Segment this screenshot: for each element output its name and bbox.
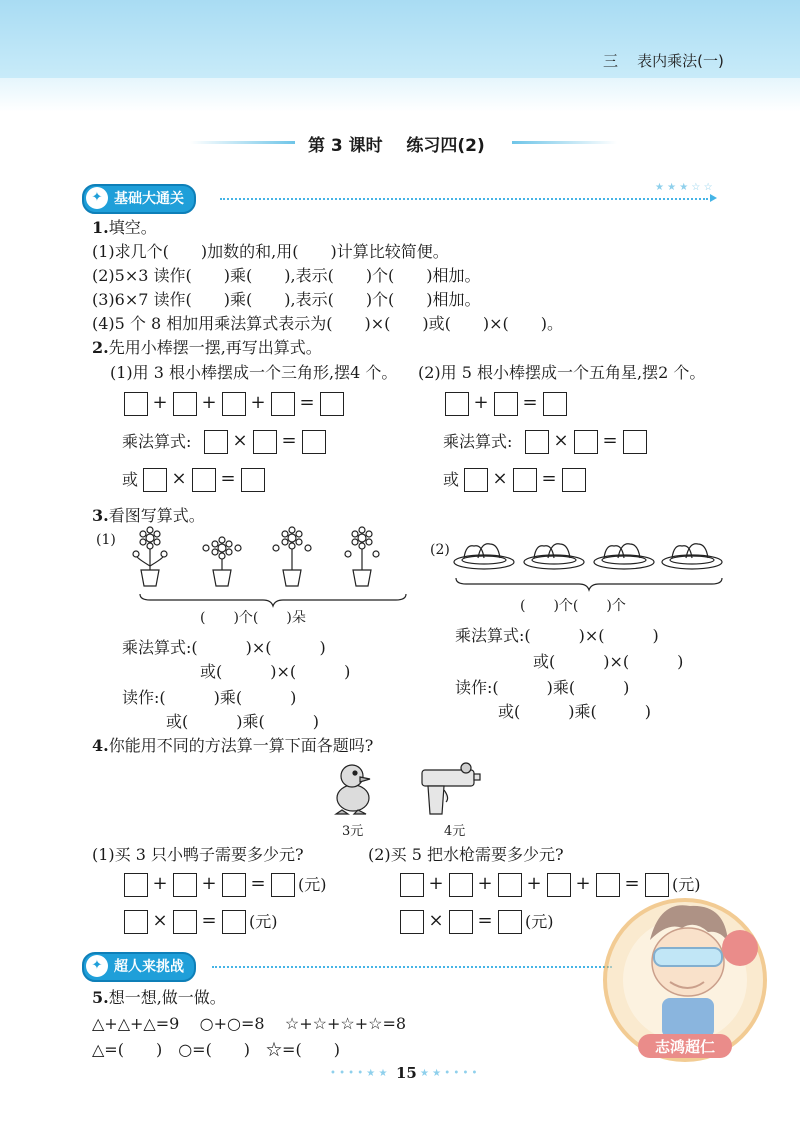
section-basic-badge bbox=[82, 184, 196, 214]
answer-box[interactable] bbox=[192, 468, 216, 492]
footer-stars-right: ★ ★ • • • • bbox=[420, 1068, 478, 1079]
plus-sign: + bbox=[428, 873, 444, 894]
answer-box[interactable] bbox=[623, 430, 647, 454]
duck-price: 3元 bbox=[342, 824, 364, 839]
unit-label: (元) bbox=[249, 912, 278, 931]
equals-sign: = bbox=[281, 430, 297, 451]
q1-line4: (4)5 个 8 相加用乘法算式表示为( )×( )或( )×( )。 bbox=[92, 314, 564, 333]
lesson-label: 第 3 课时 bbox=[308, 136, 383, 156]
footer-stars-left: • • • • ★ ★ bbox=[330, 1068, 388, 1079]
q3-left-read: 读作:( )乘( ) bbox=[122, 688, 297, 707]
flower-pot-icon bbox=[133, 527, 379, 586]
q3-left-or-read: 或( )乘( ) bbox=[166, 712, 319, 731]
answer-box[interactable] bbox=[449, 910, 473, 934]
plus-sign: + bbox=[250, 392, 266, 413]
q5-equations bbox=[92, 1014, 406, 1034]
answer-box[interactable] bbox=[400, 910, 424, 934]
chapter-title: 表内乘法(一) bbox=[637, 52, 724, 70]
q5-eq-triangle: △+△+△=9 bbox=[92, 1014, 180, 1033]
lesson-title bbox=[308, 131, 485, 156]
q1-line3: (3)6×7 读作( )乘( ),表示( )个( )相加。 bbox=[92, 290, 481, 309]
answer-box[interactable] bbox=[498, 873, 522, 897]
answer-box[interactable] bbox=[320, 392, 344, 416]
answer-box[interactable] bbox=[124, 392, 148, 416]
plus-sign: + bbox=[201, 873, 217, 894]
answer-box[interactable] bbox=[173, 873, 197, 897]
water-gun-icon bbox=[420, 762, 482, 818]
answer-box[interactable] bbox=[241, 468, 265, 492]
answer-box[interactable] bbox=[525, 430, 549, 454]
q1-line1: (1)求几个( )加数的和,用( )计算比较简便。 bbox=[92, 242, 449, 261]
brace-right bbox=[454, 576, 724, 592]
equals-sign: = bbox=[522, 392, 538, 413]
page-number: 15 bbox=[396, 1064, 417, 1082]
equals-sign: = bbox=[477, 910, 493, 931]
plus-sign: + bbox=[152, 873, 168, 894]
brace-left bbox=[138, 592, 408, 608]
q3-heading bbox=[92, 506, 205, 526]
q4-number: 4. bbox=[92, 736, 109, 755]
answer-box[interactable] bbox=[204, 430, 228, 454]
q5-eq-circle: ○+○=8 bbox=[199, 1014, 265, 1033]
q3-title: 看图写算式。 bbox=[108, 506, 205, 525]
duck-toy-icon bbox=[328, 760, 378, 816]
gun-price: 4元 bbox=[444, 824, 466, 839]
times-sign: × bbox=[171, 468, 187, 489]
unit-label: (元) bbox=[525, 912, 554, 931]
plus-sign: + bbox=[526, 873, 542, 894]
answer-box[interactable] bbox=[574, 430, 598, 454]
q3-left-mult: 乘法算式:( )×( ) bbox=[122, 638, 326, 657]
q4-left-prompt: (1)买 3 只小鸭子需要多少元? bbox=[92, 845, 304, 864]
answer-box[interactable] bbox=[543, 392, 567, 416]
plus-sign: + bbox=[152, 392, 168, 413]
q3-right-caption: ( )个( )个 bbox=[520, 598, 626, 614]
or-label: 或 bbox=[443, 470, 460, 489]
planet-icon: ✦ bbox=[86, 187, 108, 209]
answer-box[interactable] bbox=[464, 468, 488, 492]
section-challenge-title: 超人来挑战 bbox=[114, 959, 184, 975]
q3-right-or-read: 或( )乘( ) bbox=[498, 702, 651, 721]
answer-box[interactable] bbox=[173, 910, 197, 934]
q3-left-number: (1) bbox=[96, 532, 116, 548]
answer-box[interactable] bbox=[449, 873, 473, 897]
q4-heading bbox=[92, 736, 373, 756]
section-basic-dotline bbox=[220, 198, 708, 200]
q5-number: 5. bbox=[92, 988, 109, 1007]
q3-left-or-mult: 或( )×( ) bbox=[200, 662, 351, 681]
times-sign: × bbox=[428, 910, 444, 931]
q4-title: 你能用不同的方法算一算下面各题吗? bbox=[108, 736, 374, 755]
answer-box[interactable] bbox=[222, 873, 246, 897]
q2-left-prompt: (1)用 3 根小棒摆成一个三角形,摆4 个。 bbox=[110, 363, 398, 382]
q3-right-mult: 乘法算式:( )×( ) bbox=[455, 626, 659, 645]
times-sign: × bbox=[232, 430, 248, 451]
title-rule-left bbox=[190, 141, 295, 144]
times-sign: × bbox=[553, 430, 569, 451]
arrow-icon bbox=[710, 194, 717, 202]
q3-number: 3. bbox=[92, 506, 109, 525]
mult-label: 乘法算式: bbox=[122, 432, 192, 451]
q5-answers: △=( ) ○=( ) ☆=( ) bbox=[92, 1040, 340, 1059]
flower-pots-illustration bbox=[118, 526, 408, 590]
q1-heading bbox=[92, 218, 157, 238]
q2-title: 先用小棒摆一摆,再写出算式。 bbox=[108, 338, 322, 357]
plus-sign: + bbox=[201, 392, 217, 413]
q1-line2: (2)5×3 读作( )乘( ),表示( )个( )相加。 bbox=[92, 266, 481, 285]
times-sign: × bbox=[492, 468, 508, 489]
q5-eq-star: ☆+☆+☆+☆=8 bbox=[284, 1014, 407, 1033]
chapter-number: 三 bbox=[603, 52, 619, 70]
unit-label: (元) bbox=[298, 875, 327, 894]
q5-title: 想一想,做一做。 bbox=[108, 988, 226, 1007]
q2-right-prompt: (2)用 5 根小棒摆成一个五角星,摆2 个。 bbox=[418, 363, 706, 382]
mult-label: 乘法算式: bbox=[443, 432, 513, 451]
answer-box[interactable] bbox=[547, 873, 571, 897]
section-challenge-dotline bbox=[212, 966, 612, 968]
chapter-heading bbox=[603, 50, 724, 71]
plus-sign: + bbox=[477, 873, 493, 894]
mascot-label: 志鸿超仁 bbox=[654, 1038, 716, 1056]
answer-box[interactable] bbox=[173, 392, 197, 416]
unit-label: (元) bbox=[672, 875, 701, 894]
answer-box[interactable] bbox=[143, 468, 167, 492]
or-label: 或 bbox=[122, 470, 139, 489]
section-basic-title: 基础大通关 bbox=[114, 191, 184, 207]
q2-heading bbox=[92, 338, 322, 358]
ufo-icon: ✦ bbox=[86, 955, 108, 977]
answer-box[interactable] bbox=[124, 910, 148, 934]
section-challenge-badge bbox=[82, 952, 196, 982]
mascot-illustration bbox=[600, 870, 770, 1070]
answer-box[interactable] bbox=[253, 430, 277, 454]
buns-illustration bbox=[452, 534, 724, 574]
answer-box[interactable] bbox=[124, 873, 148, 897]
answer-box[interactable] bbox=[271, 392, 295, 416]
plus-sign: + bbox=[473, 392, 489, 413]
equals-sign: = bbox=[201, 910, 217, 931]
answer-box[interactable] bbox=[494, 392, 518, 416]
q3-right-or-mult: 或( )×( ) bbox=[533, 652, 684, 671]
bun-plate-icon bbox=[454, 544, 722, 569]
answer-box[interactable] bbox=[271, 873, 295, 897]
q3-left-caption: ( )个( )朵 bbox=[200, 610, 306, 626]
equals-sign: = bbox=[299, 392, 315, 413]
q3-right-read: 读作:( )乘( ) bbox=[455, 678, 630, 697]
answer-box[interactable] bbox=[498, 910, 522, 934]
equals-sign: = bbox=[602, 430, 618, 451]
answer-box[interactable] bbox=[562, 468, 586, 492]
answer-box[interactable] bbox=[400, 873, 424, 897]
equals-sign: = bbox=[624, 873, 640, 894]
q1-number: 1. bbox=[92, 218, 109, 237]
equals-sign: = bbox=[541, 468, 557, 489]
plus-sign: + bbox=[575, 873, 591, 894]
stars-decoration: ★ ★ ★ ☆ ☆ bbox=[655, 182, 713, 193]
answer-box[interactable] bbox=[302, 430, 326, 454]
q2-number: 2. bbox=[92, 338, 109, 357]
q1-title: 填空。 bbox=[108, 218, 157, 237]
times-sign: × bbox=[152, 910, 168, 931]
lesson-name: 练习四(2) bbox=[406, 136, 485, 156]
q4-right-prompt: (2)买 5 把水枪需要多少元? bbox=[368, 845, 564, 864]
answer-box[interactable] bbox=[222, 392, 246, 416]
title-rule-right bbox=[512, 141, 617, 144]
q3-right-number: (2) bbox=[430, 542, 450, 558]
equals-sign: = bbox=[220, 468, 236, 489]
answer-box[interactable] bbox=[445, 392, 469, 416]
equals-sign: = bbox=[250, 873, 266, 894]
answer-box[interactable] bbox=[513, 468, 537, 492]
answer-box[interactable] bbox=[222, 910, 246, 934]
q5-heading bbox=[92, 988, 226, 1008]
